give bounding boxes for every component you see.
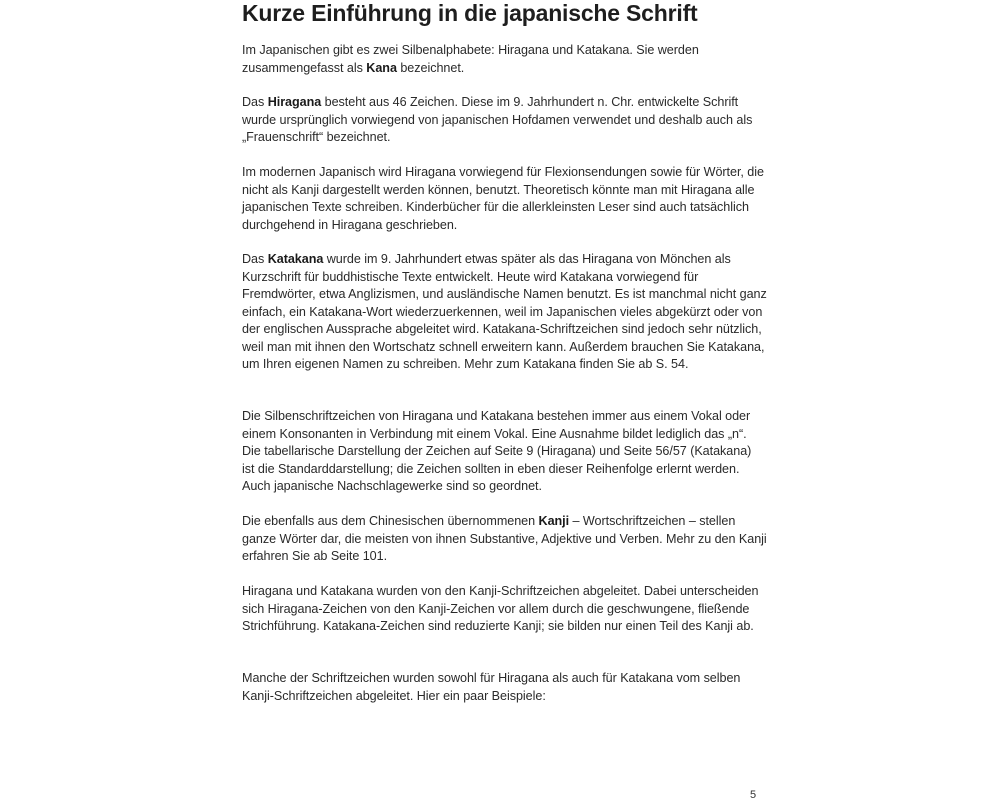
paragraph-derivation: Hiragana und Katakana wurden von den Kanji-Schriftzeichen abgeleitet. Dabei unterscheiden sich Hiragana-Zeichen von den Kanji-Zeichen vor allem durch die geschwungene, fließende Strichführung. Katakana-Zeichen sind reduzierte Kanji; sie bilden nur einen Teil des Kanji ab. [242,584,759,633]
paragraph-hiragana: Das Hiragana besteht aus 46 Zeichen. Diese im 9. Jahrhundert n. Chr. entwickelte Schrift wurde ursprünglich vorwiegend von japanischen Hofdamen verwendet und deshalb auch als „Frauenschrift“ bezeichnet. [242,95,753,144]
term-katakana: Katakana [267,252,324,266]
page-title: Kurze Einführung in die japanische Schrift [242,0,698,26]
paragraph-syllables: Die Silbenschriftzeichen von Hiragana und Katakana bestehen immer aus einem Vokal oder einem Konsonanten in Verbindung mit einem Vokal. Eine Ausnahme bildet lediglich das „n“. Die tabellarische Darstellung der Zeichen auf Seite 9 (Hiragana) und Seite 56/57 (Katakana) ist die Standarddarstellung; die Zeichen sollten in eben dieser Reihenfolge erlernt werden. Auch japanische Nachschlagewerke sind so geordnet. [242,409,752,493]
term-kana: Kana [366,60,397,75]
page-number: 5 [750,789,757,801]
term-hiragana: Hiragana [267,95,322,109]
paragraph-examples-intro: Manche der Schriftzeichen wurden sowohl für Hiragana als auch für Katakana vom selben Kanji-Schriftzeichen abgeleitet. Hier ein paar Beispiele: [242,671,741,703]
term-kanji: Kanji [538,514,570,528]
paragraph-kanji: Die ebenfalls aus dem Chinesischen übernommenen Kanji – Wortschriftzeichen – stellen ganze Wörter dar, die meisten von ihnen Substantive, Adjektive und Verben. Mehr zu den Kanji erfahren Sie ab Seite 101. [242,514,767,563]
paragraph-hiragana-usage: Im modernen Japanisch wird Hiragana vorwiegend für Flexionsendungen sowie für Wörter, die nicht als Kanji dargestellt werden können, benutzt. Theoretisch könnte man mit Hiragana alle japanischen Texte schreiben. Kinderbücher für die allerkleinsten Leser sind auch tatsächlich durchgehend in Hiragana geschrieben. [242,165,764,232]
paragraph-katakana: Das Katakana wurde im 9. Jahrhundert etwas später als das Hiragana von Mönchen als Kurzschrift für buddhistische Texte entwickelt. Heute wird Katakana vorwiegend für Fremdwörter, etwa Anglizismen, und ausländische Namen benutzt. Es ist manchmal nicht ganz einfach, ein Katakana-Wort wiederzuerkennen, weil im Japanischen vieles abgekürzt oder von der englischen Aussprache abgeleitet wird. Katakana-Schriftzeichen sind jedoch sehr nützlich, weil man mit ihnen den Wortschatz schnell erweitern kann. Außerdem brauchen Sie Katakana, um Ihren eigenen Namen zu schreiben. Mehr zum Katakana finden Sie ab S. 54. [242,252,767,371]
paragraph-kana: Im Japanischen gibt es zwei Silbenalphabete: Hiragana und Katakana. Sie werden zusammengefasst als Kana bezeichnet. [242,43,699,75]
